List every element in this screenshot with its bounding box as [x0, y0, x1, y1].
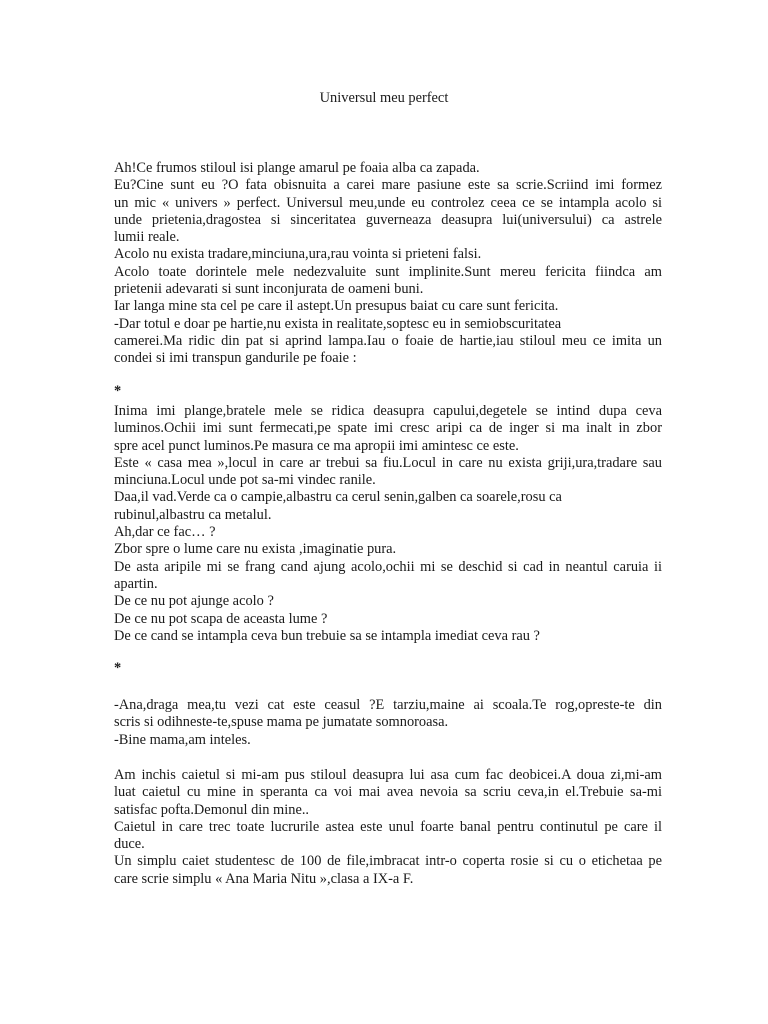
- text-line: Caietul in care trec toate lucrurile astea este unul foarte banal pentru continutul pe care il: [114, 818, 662, 835]
- text-line: luminos.Ochii imi sunt fermecati,pe spate imi cresc aripi ca de inger si ma inalt in zbor: [114, 420, 662, 437]
- document-title: Universul meu perfect: [319, 90, 449, 106]
- text-line: prietenii adevarati si sunt inconjurata de oameni buni.: [114, 281, 424, 298]
- text-line: Am inchis caietul si mi-am pus stiloul deasupra lui asa cum fac deobicei.A doua zi,mi-am: [114, 767, 662, 783]
- text-line: lumii reale.: [114, 229, 180, 246]
- paragraph-block-2: [114, 403, 662, 645]
- text-line: De ce nu pot ajunge acolo ?: [114, 593, 274, 610]
- text-line: rubinul,albastru ca metalul.: [114, 506, 272, 523]
- text-line: duce.: [114, 836, 145, 853]
- text-line: apartin.: [114, 575, 158, 592]
- text-line: Ah,dar ce fac… ?: [114, 524, 216, 541]
- text-line: De ce cand se intampla ceva bun trebuie sa se intampla imediat ceva rau ?: [114, 627, 540, 644]
- text-line: Zbor spre o lume care nu exista ,imaginatie pura.: [114, 541, 397, 558]
- text-line: care scrie simplu « Ana Maria Nitu »,clasa a IX-a F.: [114, 870, 414, 887]
- paragraph-block-1: [114, 160, 662, 368]
- text-line: -Bine mama,am inteles.: [114, 731, 251, 748]
- text-line: -Ana,draga mea,tu vezi cat este ceasul ?E tarziu,maine ai scoala.Te rog,opreste-te din: [114, 697, 662, 713]
- text-line: Iar langa mine sta cel pe care il astept.Un presupus baiat cu care sunt fericita.: [114, 298, 559, 315]
- text-line: camerei.Ma ridic din pat si aprind lampa.Iau o foaie de hartie,iau stiloul meu ce imita un: [114, 332, 662, 349]
- text-line: -Dar totul e doar pe hartie,nu exista in realitate,soptesc eu in semiobscuritatea: [114, 315, 562, 332]
- text-line: unde prietenia,dragostea si sinceritatea guverneaza deasupra lui(universului) ca astrele: [114, 211, 662, 228]
- text-line: Ah!Ce frumos stiloul isi plange amarul pe foaia alba ca zapada.: [114, 160, 480, 176]
- section-separator: *: [114, 383, 122, 399]
- text-line: Inima imi plange,bratele mele se ridica deasupra capului,degetele se intind dupa ceva: [114, 403, 662, 419]
- text-line: luat caietul cu mine in speranta ca voi mai avea nevoia sa scriu ceva,in el.Trebuie sa-mi: [114, 784, 662, 801]
- text-line: De asta aripile mi se frang cand ajung acolo,ochii mi se deschid si cad in neantul caruia ii: [114, 558, 662, 575]
- text-line: Un simplu caiet studentesc de 100 de file,imbracat intr-o coperta rosie si cu o etichetaa pe: [114, 853, 662, 870]
- paragraph-block-3: [114, 697, 662, 749]
- text-line: scris si odihneste-te,spuse mama pe jumatate somnoroasa.: [114, 714, 449, 731]
- text-line: Acolo nu exista tradare,minciuna,ura,rau vointa si prieteni falsi.: [114, 246, 482, 263]
- text-line: De ce nu pot scapa de aceasta lume ?: [114, 610, 328, 627]
- text-line: satisfac pofta.Demonul din mine..: [114, 801, 310, 818]
- text-line: un mic « univers » perfect. Universul meu,unde eu controlez ceea ce se intampla acolo si: [114, 194, 662, 211]
- text-line: minciuna.Locul unde pot sa-mi vindec ranile.: [114, 472, 376, 489]
- text-line: Acolo toate dorintele mele nedezvaluite sunt implinite.Sunt mereu fericita fiindca am: [114, 263, 662, 280]
- text-line: Este « casa mea »,locul in care ar trebui sa fiu.Locul in care nu exista griji,ura,tradare sau: [114, 454, 662, 471]
- paragraph-block-4: [114, 767, 662, 888]
- text-line: Eu?Cine sunt eu ?O fata obisnuita a carei mare pasiune este sa scrie.Scriind imi formez: [114, 177, 662, 194]
- text-line: condei si imi transpun gandurile pe foaie :: [114, 350, 357, 367]
- section-separator: *: [114, 660, 122, 676]
- text-line: Daa,il vad.Verde ca o campie,albastru ca cerul senin,galben ca soarele,rosu ca: [114, 489, 562, 506]
- text-line: spre acel punct luminos.Pe masura ce ma apropii imi amintesc ce este.: [114, 437, 519, 454]
